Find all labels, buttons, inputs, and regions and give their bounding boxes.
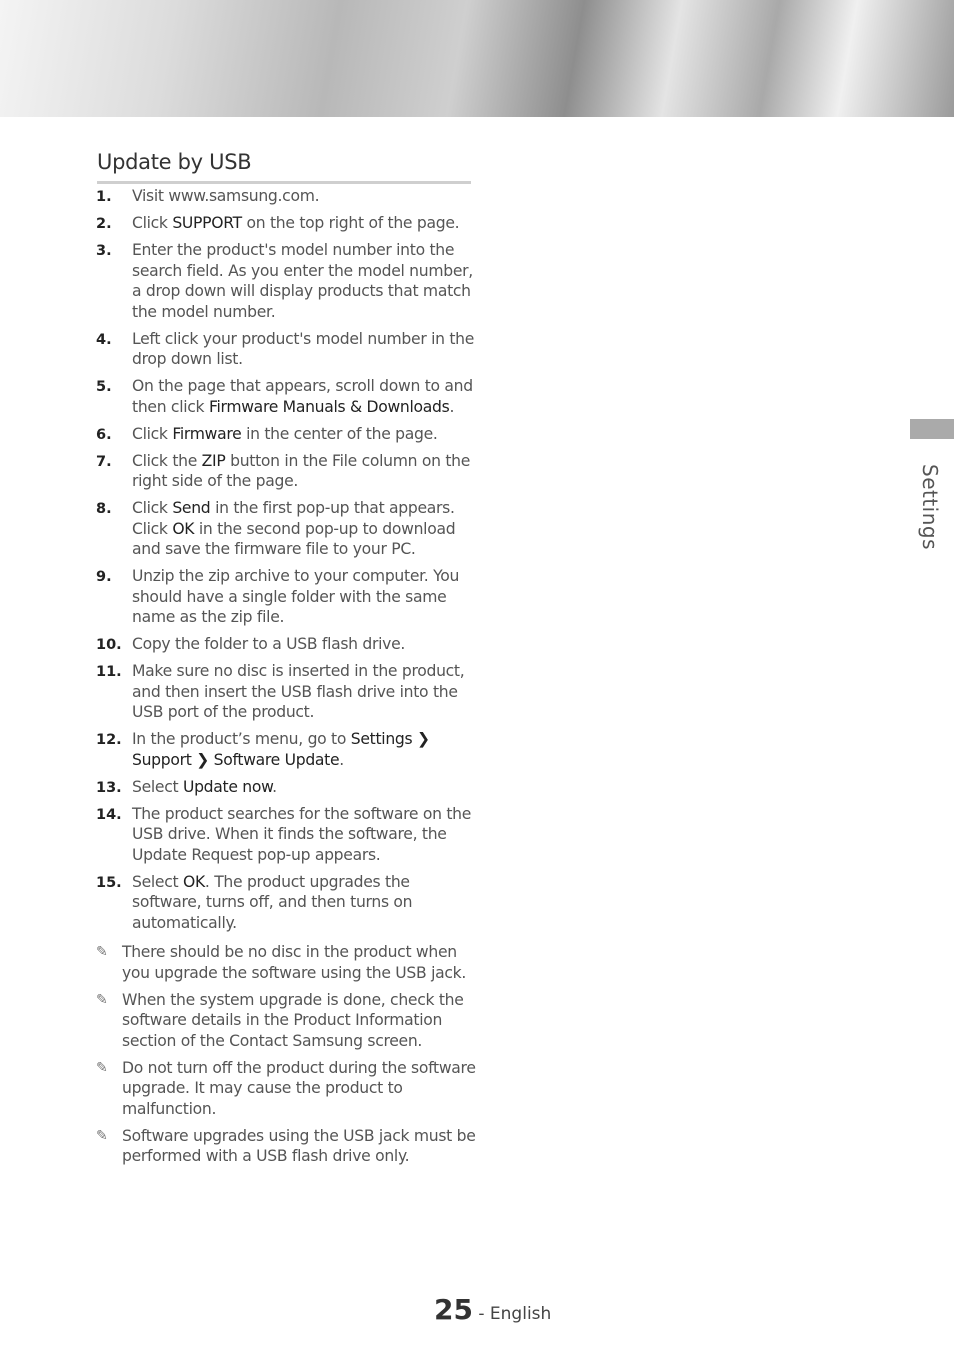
step-number: 8. <box>96 501 112 517</box>
step-item <box>96 213 476 234</box>
step-item <box>96 566 476 628</box>
step-text: The product searches for the software on the USB drive. When it finds the software, the Update Request pop-up appears. <box>132 804 472 864</box>
note-text: Software upgrades using the USB jack must be performed with a USB flash drive only. <box>122 1126 476 1165</box>
step-text: In the product’s menu, go to <box>132 730 351 748</box>
step-item <box>96 451 476 492</box>
step-emphasis: Update now <box>182 777 273 796</box>
footer-language: - English <box>472 1304 552 1324</box>
pencil-note-icon: ✎ <box>96 991 108 1008</box>
side-tab-label: Settings <box>918 464 942 551</box>
step-text: Left click your product's model number in the drop down list. <box>132 329 475 368</box>
step-text: Select <box>132 777 183 796</box>
title-underline <box>97 181 471 184</box>
step-number: 5. <box>96 379 112 395</box>
step-number: 7. <box>96 453 112 470</box>
step-item <box>96 240 476 322</box>
step-number: 3. <box>96 243 112 259</box>
note-item <box>96 942 476 983</box>
steps-list <box>96 186 476 940</box>
step-number: 13. <box>96 779 122 796</box>
step-text: Copy the folder to a USB flash drive. <box>132 635 406 653</box>
step-item <box>96 424 476 445</box>
step-text: . <box>449 397 455 416</box>
step-item <box>96 186 476 207</box>
step-emphasis: SUPPORT <box>172 214 242 232</box>
note-item <box>96 1126 476 1167</box>
step-number: 15. <box>96 874 122 891</box>
step-text: . <box>339 750 344 769</box>
step-emphasis: Firmware Manuals & Downloads <box>208 397 450 416</box>
step-number: 9. <box>96 569 112 585</box>
step-item <box>96 804 476 866</box>
step-item <box>96 777 476 798</box>
note-item <box>96 990 476 1052</box>
step-text: Enter the product's model number into the search field. As you enter the model number, a drop down will display products that match the model number. <box>132 241 473 321</box>
step-emphasis: Firmware <box>172 424 242 443</box>
step-text: in the first pop-up that appears. Click <box>132 499 455 538</box>
step-number: 12. <box>96 732 122 748</box>
step-text: Visit www.samsung.com. <box>132 187 320 205</box>
step-emphasis: Send <box>172 499 211 517</box>
step-item <box>96 872 476 934</box>
note-text: Do not turn off the product during the software upgrade. It may cause the product to malfunction. <box>122 1058 476 1118</box>
pencil-note-icon: ✎ <box>96 944 108 960</box>
step-text: Select <box>132 872 183 891</box>
note-text: There should be no disc in the product when you upgrade the software using the USB jack. <box>122 943 467 982</box>
page-footer <box>434 1293 551 1326</box>
step-emphasis: ZIP <box>201 451 226 470</box>
pencil-note-icon: ✎ <box>96 1127 108 1144</box>
header-banner <box>0 0 954 117</box>
note-item <box>96 1058 476 1120</box>
step-text: Click <box>132 424 173 443</box>
step-text: . <box>272 777 277 796</box>
step-number: 4. <box>96 331 112 348</box>
step-text: Click <box>132 499 173 517</box>
step-item <box>96 661 476 723</box>
step-text: Make sure no disc is inserted in the product, and then insert the USB flash drive into the USB port of the product. <box>132 662 465 721</box>
step-emphasis: OK <box>172 519 195 538</box>
step-number: 14. <box>96 806 122 823</box>
step-text: On the page that appears, scroll down to and then click <box>132 377 473 416</box>
step-text: in the center of the page. <box>241 424 438 443</box>
page-number: 25 <box>434 1293 473 1326</box>
step-number: 2. <box>96 216 112 232</box>
step-item <box>96 329 476 370</box>
step-emphasis: Settings ❯ Support ❯ Software Update <box>132 730 430 769</box>
step-number: 11. <box>96 664 122 680</box>
step-item <box>96 729 476 770</box>
step-text: on the top right of the page. <box>241 214 460 232</box>
step-item <box>96 376 476 417</box>
note-text: When the system upgrade is done, check the software details in the Product Information section of the Contact Samsung screen. <box>122 990 464 1050</box>
step-text: button in the File column on the right side of the page. <box>132 451 471 490</box>
step-text: in the second pop-up to download and save the firmware file to your PC. <box>132 519 456 558</box>
step-text: Unzip the zip archive to your computer. You should have a single folder with the same name as the zip file. <box>132 567 460 626</box>
step-number: 1. <box>96 189 112 205</box>
step-number: 10. <box>96 637 122 653</box>
step-item <box>96 634 476 655</box>
step-emphasis: OK <box>182 872 205 891</box>
section-title: Update by USB <box>97 150 252 174</box>
side-tab-marker <box>910 419 954 439</box>
step-text: Click <box>132 214 173 232</box>
step-text: Click the <box>132 451 202 470</box>
step-text: . The product upgrades the software, turns off, and then turns on automatically. <box>132 872 413 932</box>
notes-list <box>96 942 476 1173</box>
step-item <box>96 498 476 560</box>
pencil-note-icon: ✎ <box>96 1059 108 1076</box>
step-number: 6. <box>96 426 112 443</box>
